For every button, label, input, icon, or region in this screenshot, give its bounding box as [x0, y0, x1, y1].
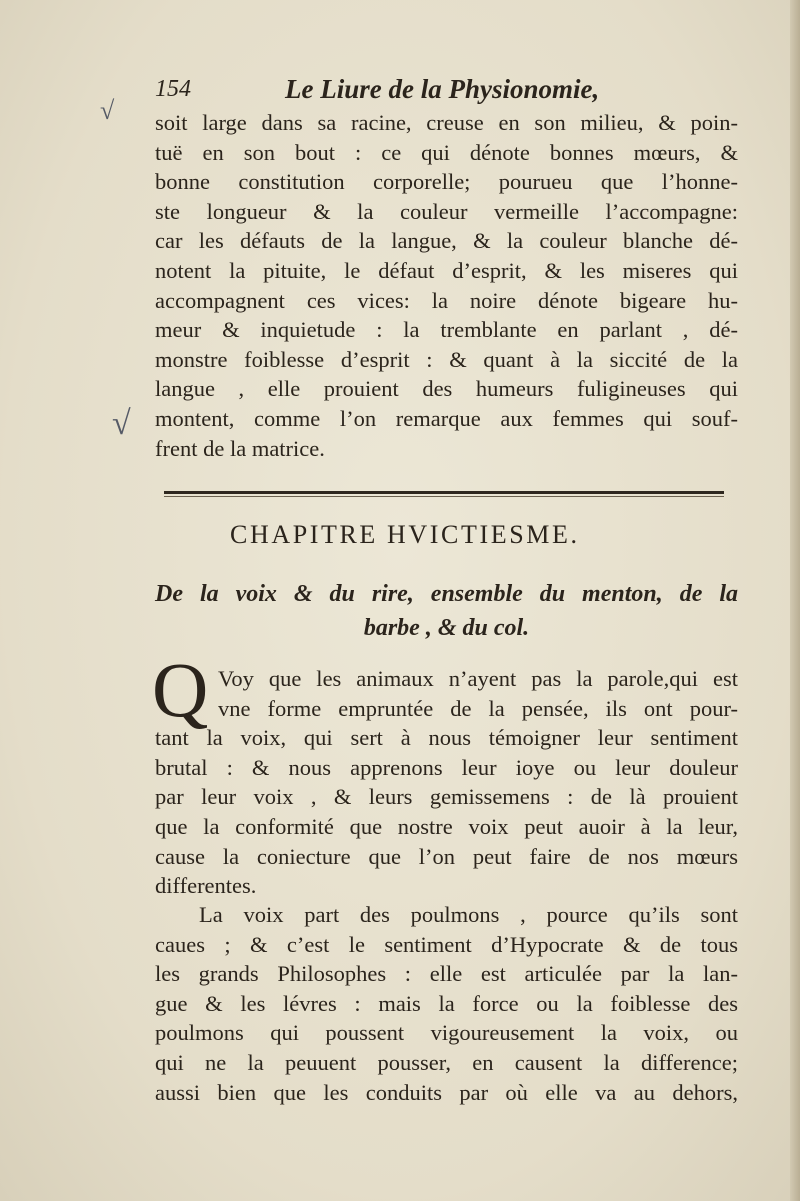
text-line: langue , elle prouient des humeurs fuligineuses qui — [155, 376, 738, 402]
chapter-subtitle-line-1: De la voix & du rire, ensemble du menton, de la — [155, 581, 738, 607]
text-line: soit large dans sa racine, creuse en son milieu, & poin- — [155, 110, 738, 135]
text-line: montent, comme l’on remarque aux femmes qui souf- — [155, 405, 738, 431]
text-line: differentes. — [155, 873, 257, 899]
text-line: La voix part des poulmons , pource qu’ils sont — [199, 902, 738, 927]
text-line: vne forme empruntée de la pensée, ils ont pour- — [218, 695, 738, 721]
text-line: les grands Philosophes : elle est articulée par la lan- — [155, 961, 738, 987]
text-line: par leur voix , & leurs gemissemens : de là prouient — [155, 784, 738, 810]
chapter-divider-rule-thin — [164, 496, 724, 497]
text-line: caues ; & c’est le sentiment d’Hypocrate & de tous — [155, 931, 738, 957]
running-title: Le Liure de la Physionomie, — [285, 74, 600, 104]
drop-cap: Q — [152, 646, 209, 733]
text-line: Voy que les animaux n’ayent pas la parole,qui est — [218, 666, 738, 691]
paragraph-1 — [155, 108, 738, 463]
chapter-heading: CHAPITRE HVICTIESME. — [230, 520, 580, 549]
text-line: notent la pituite, le défaut d’esprit, & les miseres qui — [155, 257, 738, 283]
text-line: meur & inquietude : la tremblante en parlant , dé- — [155, 317, 738, 343]
text-line: frent de la matrice. — [155, 435, 325, 461]
chapter-subtitle-line-2: barbe , & du col. — [363, 615, 530, 641]
text-line: aussi bien que les conduits par où elle va au dehors, — [155, 1079, 738, 1105]
margin-check-mark-bottom: √ — [112, 405, 131, 442]
margin-check-mark-top: √ — [100, 96, 115, 125]
text-line: qui ne la peuuent pousser, en causent la difference; — [155, 1049, 738, 1075]
paragraph-3 — [155, 900, 738, 1107]
text-line: accompagnent ces vices: la noire dénote bigeare hu- — [155, 287, 738, 313]
page-header — [155, 74, 725, 110]
text-line: que la conformité que nostre voix peut auoir à la leur, — [155, 813, 738, 839]
text-line: bonne constitution corporelle; pourueu que l’honne- — [155, 169, 738, 195]
text-line: tuë en son bout : ce qui dénote bonnes mœurs, & — [155, 139, 738, 165]
text-line: car les défauts de la langue, & la couleur blanche dé- — [155, 228, 738, 254]
text-line: poulmons qui poussent vigoureusement la voix, ou — [155, 1020, 738, 1046]
paragraph-2 — [155, 664, 738, 901]
page-number: 154 — [155, 76, 191, 102]
text-line: cause la coniecture que l’on peut faire de nos mœurs — [155, 843, 738, 869]
text-line: monstre foiblesse d’esprit : & quant à la siccité de la — [155, 346, 738, 372]
page-spine-edge — [790, 0, 800, 1201]
text-line: gue & les lévres : mais la force ou la foiblesse des — [155, 990, 738, 1016]
text-line: brutal : & nous apprenons leur ioye ou leur douleur — [155, 754, 738, 780]
chapter-divider-rule — [164, 491, 724, 494]
text-line: tant la voix, qui sert à nous témoigner leur sentiment — [155, 725, 738, 751]
text-line: ste longueur & la couleur vermeille l’accompagne: — [155, 198, 738, 224]
